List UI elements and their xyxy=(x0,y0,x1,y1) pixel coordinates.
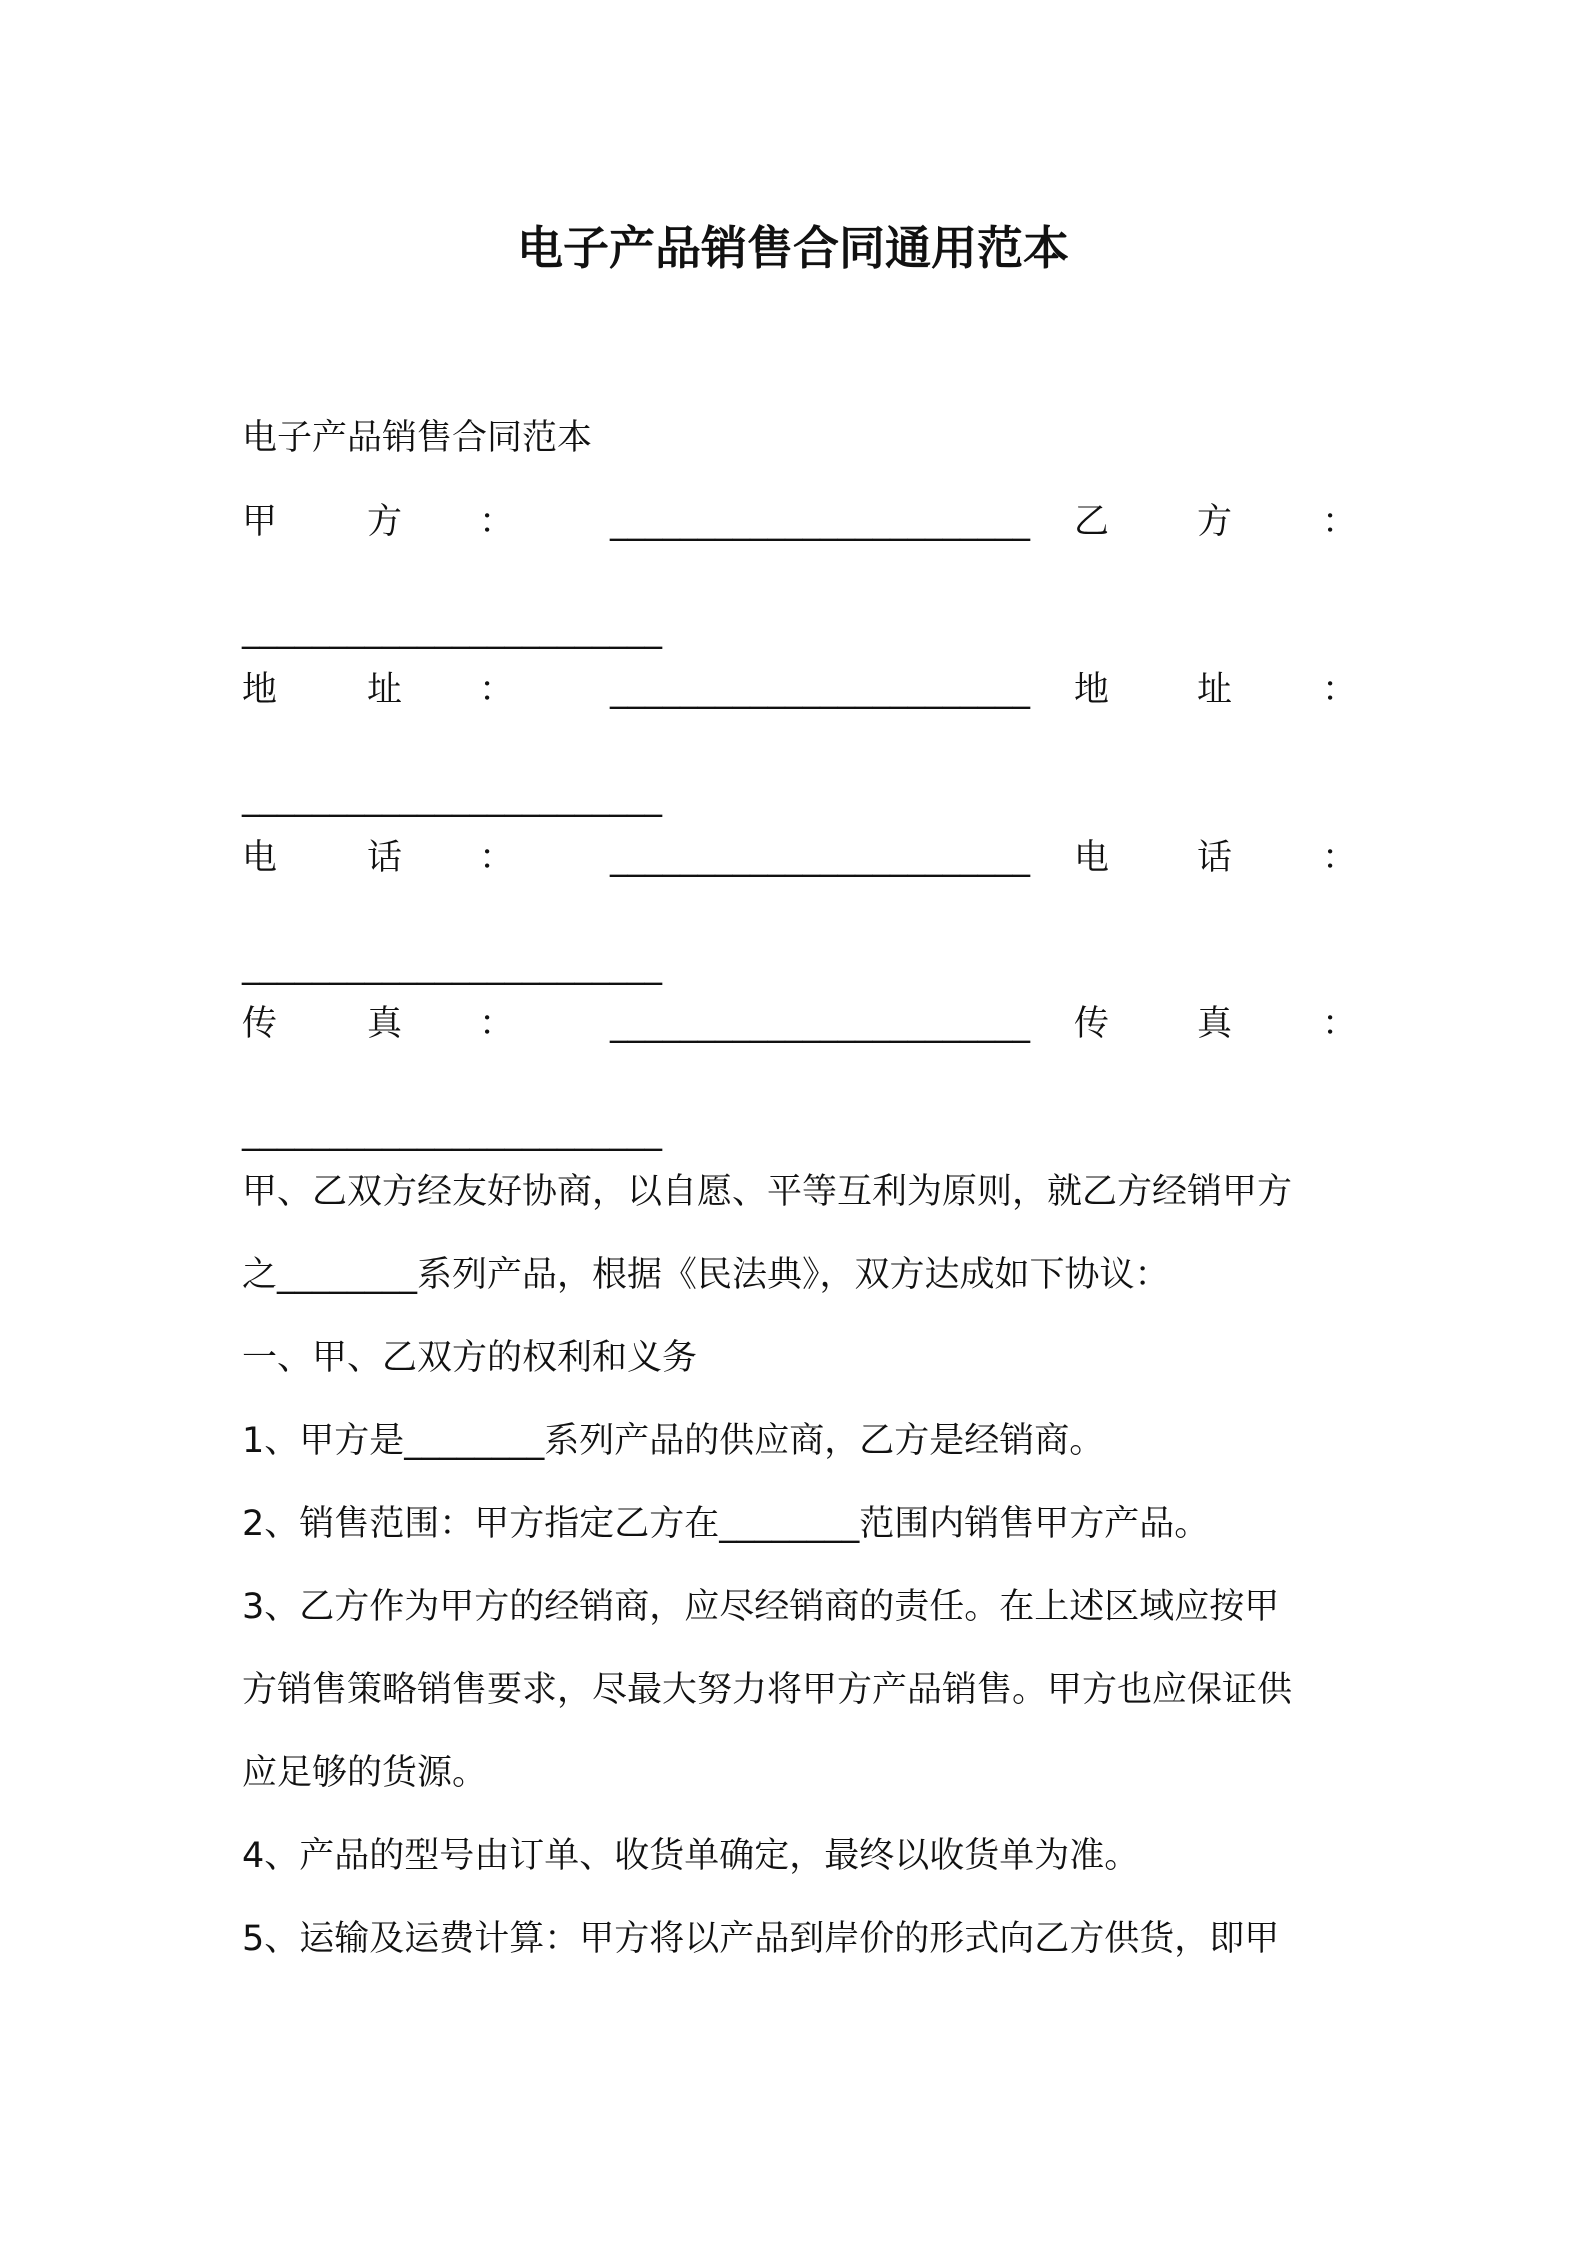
field-colon: ： xyxy=(1322,670,1358,710)
field-label-char: 传 xyxy=(242,1004,278,1044)
field-label-char: 方 xyxy=(367,502,403,542)
document-subtitle: 电子产品销售合同范本 xyxy=(242,418,593,458)
paragraph-line: 方销售策略销售要求，尽最大努力将甲方产品销售。甲方也应保证供 xyxy=(242,1670,1293,1710)
paragraph-line: 1、甲方是________系列产品的供应商，乙方是经销商。 xyxy=(242,1421,1105,1461)
field-blank: ________________________ xyxy=(610,1004,1030,1044)
field-label-char: 真 xyxy=(1197,1004,1233,1044)
field-label-char: 话 xyxy=(367,838,403,878)
field-label-char: 话 xyxy=(1197,838,1233,878)
field-label-char: 址 xyxy=(367,670,403,710)
document-title: 电子产品销售合同通用范本 xyxy=(517,221,1069,275)
paragraph-line: 之________系列产品，根据《民法典》，双方达成如下协议： xyxy=(242,1255,1170,1295)
field-row-fax xyxy=(242,998,1358,1050)
field-label-char: 地 xyxy=(242,670,278,710)
field-blank: ________________________ xyxy=(610,502,1030,542)
field-row-phone xyxy=(242,832,1358,884)
section-heading: 一、甲、乙双方的权利和义务 xyxy=(242,1338,698,1378)
field-colon: ： xyxy=(1322,502,1358,542)
field-label-char: 真 xyxy=(367,1004,403,1044)
field-blank: ________________________ xyxy=(610,838,1030,878)
field-colon: ： xyxy=(1322,1004,1358,1044)
paragraph-line: 甲、乙双方经友好协商，以自愿、平等互利为原则，就乙方经销甲方 xyxy=(242,1172,1293,1212)
paragraph-line: 3、乙方作为甲方的经销商，应尽经销商的责任。在上述区域应按甲 xyxy=(242,1587,1280,1627)
field-label-char: 甲 xyxy=(242,502,278,542)
field-row-party xyxy=(242,496,1358,548)
field-label-char: 电 xyxy=(242,838,278,878)
field-blank-continued: ________________________ xyxy=(242,946,662,986)
field-colon: ： xyxy=(479,502,515,542)
field-row-address xyxy=(242,664,1358,716)
paragraph-line: 应足够的货源。 xyxy=(242,1753,488,1793)
field-label-char: 地 xyxy=(1074,670,1110,710)
field-colon: ： xyxy=(1322,838,1358,878)
field-blank-continued: ________________________ xyxy=(242,610,662,650)
field-label-char: 方 xyxy=(1197,502,1233,542)
field-label-char: 址 xyxy=(1197,670,1233,710)
field-colon: ： xyxy=(479,838,515,878)
field-colon: ： xyxy=(479,670,515,710)
paragraph-line: 2、销售范围：甲方指定乙方在________范围内销售甲方产品。 xyxy=(242,1504,1210,1544)
field-colon: ： xyxy=(479,1004,515,1044)
paragraph-line: 4、产品的型号由订单、收货单确定，最终以收货单为准。 xyxy=(242,1836,1140,1876)
paragraph-line: 5、运输及运费计算：甲方将以产品到岸价的形式向乙方供货，即甲 xyxy=(242,1919,1280,1959)
field-blank-continued: ________________________ xyxy=(242,1112,662,1152)
field-blank: ________________________ xyxy=(610,670,1030,710)
field-label-char: 传 xyxy=(1074,1004,1110,1044)
field-label-char: 电 xyxy=(1074,838,1110,878)
field-label-char: 乙 xyxy=(1074,502,1110,542)
field-blank-continued: ________________________ xyxy=(242,778,662,818)
